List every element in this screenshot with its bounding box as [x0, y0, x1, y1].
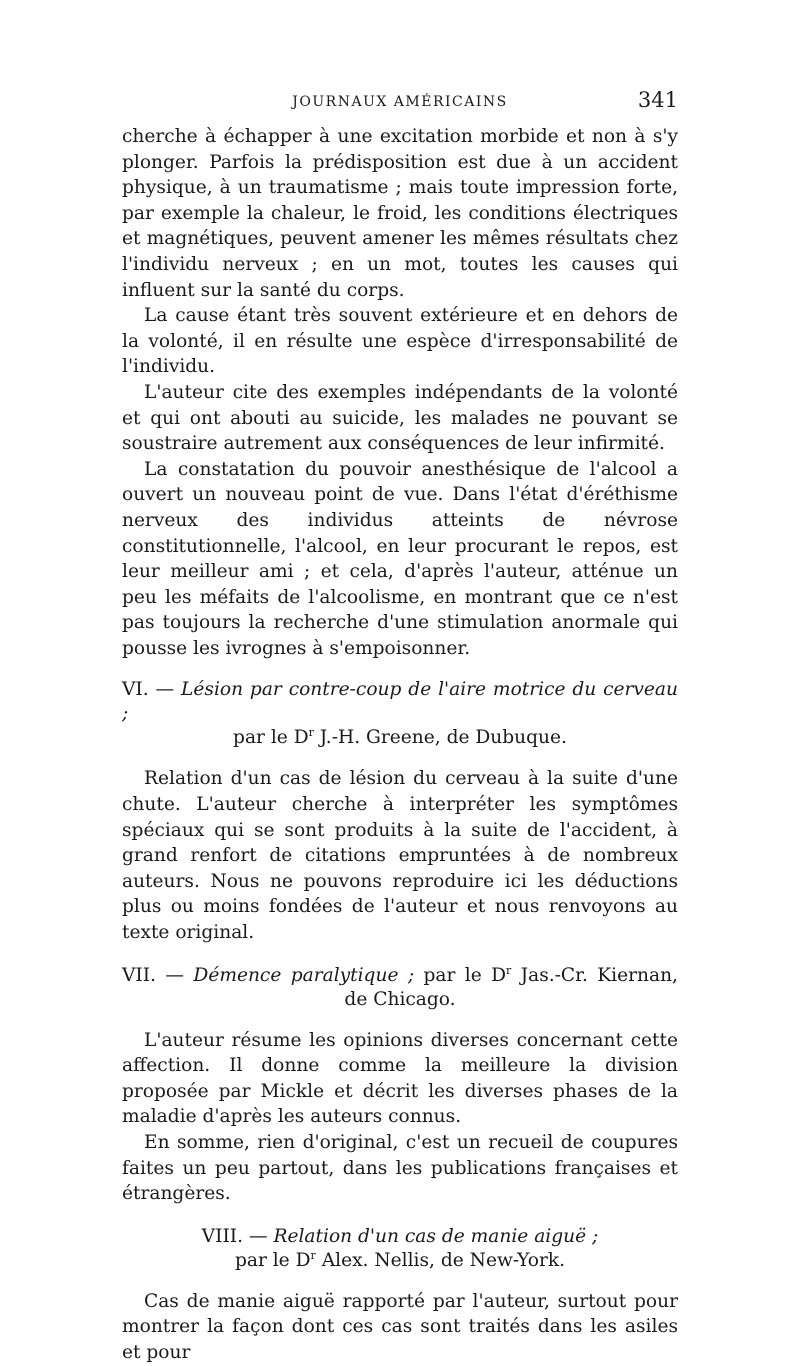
section-title: Lésion par contre-coup de l'aire motrice du cerveau ;	[122, 679, 678, 725]
paragraph: L'auteur résume les opinions diverses concernant cette affection. Il donne comme la meilleure la division proposée par Mickle et décrit les diverses phases de la maladie d'après les auteurs connus.	[122, 1029, 678, 1128]
paragraph: L'auteur cite des exemples indépendants de la volonté et qui ont abouti au suicide, les malades ne pouvant se soustraire autrement aux conséquences de leur infirmité.	[122, 381, 678, 455]
page-number: 341	[637, 88, 678, 112]
section-heading-viii	[122, 1225, 678, 1273]
section-title-line: VII. — Démence paralytique ; par le $D^r$ Jas.-Cr. Kiernan,	[122, 963, 678, 986]
section-author: de Chicago.	[344, 988, 456, 1010]
paragraph: En somme, rien d'original, c'est un recueil de coupures faites un peu partout, dans les publications françaises et étrangères.	[122, 1132, 678, 1205]
paragraph: La cause étant très souvent extérieure et en dehors de la volonté, il en résulte une espèce d'irresponsabilité de l'individu.	[122, 305, 678, 378]
running-head	[122, 88, 678, 124]
section-number: VI. —	[122, 679, 175, 701]
section-number: VII. —	[122, 964, 185, 986]
paragraph: Cas de manie aiguë rapporté par l'auteur, surtout pour montrer la façon dont ces cas sont traités dans les asiles et pour	[122, 1290, 678, 1363]
section-title-line	[122, 1225, 678, 1249]
running-title: JOURNAUX AMÉRICAINS	[292, 94, 508, 110]
section-title: Démence paralytique ;	[193, 964, 415, 986]
section-title: Relation d'un cas de manie aiguë ;	[273, 1225, 599, 1247]
book-page	[122, 88, 678, 1366]
section-title-line	[122, 678, 678, 726]
paragraph: Relation d'un cas de lésion du cerveau à la suite d'une chute. L'auteur cherche à interpréter les symptômes spéciaux qui se sont produits à la suite de l'accident, à grand renfort de citations empruntées à de nombreux auteurs. Nous ne pouvons reproduire ici les déductions plus ou moins fondées de l'auteur et nous renvoyons au texte original.	[122, 768, 678, 944]
paragraph-continued: cherche à échapper à une excitation morbide et non à s'y plonger. Parfois la prédisposition est due à un accident physique, à un traumatisme ; mais toute impression forte, par exemple la chaleur, le froid, les conditions électriques et magnétiques, peuvent amener les mêmes résultats chez l'individu nerveux ; en un mot, toutes les causes qui influent sur la santé du corps.	[122, 126, 678, 301]
section-number: VIII. —	[201, 1225, 268, 1247]
section-heading-vi	[122, 678, 678, 750]
paragraph: La constatation du pouvoir anesthésique de l'alcool a ouvert un nouveau point de vue. Dans l'état d'éréthisme nerveux des individus atteints de névrose constitutionnelle, l'alcool, en leur procurant le repos, est leur meilleur ami ; et cela, d'après l'auteur, atténue un peu les méfaits de l'alcoolisme, en montrant que ce n'est pas toujours la recherche d'une stimulation anormale qui pousse les ivrognes à s'empoisonner.	[122, 458, 678, 659]
section-author: par le $D^r$ J.-H. Greene, de Dubuque.	[233, 726, 567, 749]
section-heading-vii	[122, 964, 678, 1012]
section-author: par le $D^r$ Alex. Nellis, de New-York.	[234, 1248, 566, 1271]
